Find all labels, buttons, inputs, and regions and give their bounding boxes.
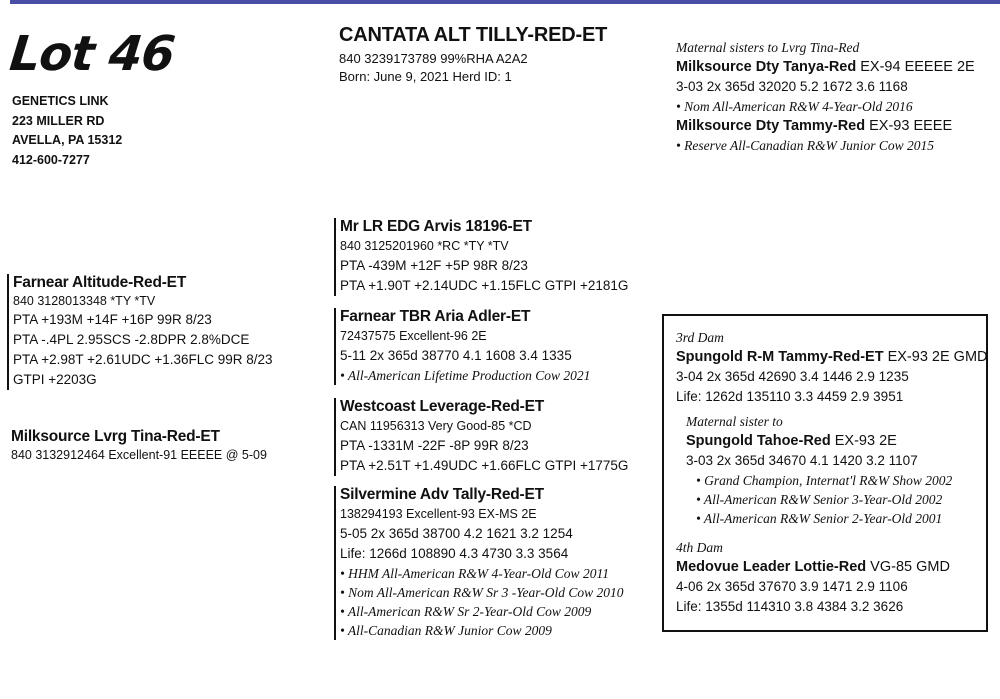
sire-dam-line-1: 5-11 2x 365d 38770 4.1 1608 3.4 1335: [340, 348, 572, 363]
animal-id: 840 3239173789 99%RHA A2A2: [339, 51, 528, 66]
second-dam-honor-1: • Nom All-American R&W Sr 3 -Year-Old Cow 2010: [340, 585, 624, 600]
second-dam-name: Silvermine Adv Tally-Red-ET: [340, 486, 544, 503]
sister1-score: EX-94 EEEEE 2E: [856, 59, 975, 75]
box-sister-name: Spungold Tahoe-Red: [686, 433, 831, 449]
sister2-score: EX-93 EEEE: [865, 118, 953, 134]
box-sister-line: [686, 431, 952, 451]
sire-dam-name: Farnear TBR Aria Adler-ET: [340, 308, 531, 325]
sire-sire-line-1: PTA -439M +12F +5P 98R 8/23: [340, 258, 528, 273]
fourth-dam-name: Medovue Leader Lottie-Red: [676, 559, 867, 575]
sister1-line: [676, 57, 975, 77]
sister1-honor: • Nom All-American R&W 4-Year-Old 2016: [676, 99, 913, 114]
sire-sire-line-0: 840 3125201960 *RC *TY *TV: [340, 239, 509, 253]
seller-phone: 412-600-7277: [12, 152, 90, 167]
fourth-dam-section: [676, 538, 950, 617]
box-sister-label: Maternal sister to: [686, 414, 783, 429]
second-dam-honor-2: • All-American R&W Sr 2-Year-Old Cow 2009: [340, 604, 592, 619]
lot-number: Lot 46: [7, 26, 177, 82]
sire-dam-honor: • All-American Lifetime Production Cow 2021: [340, 368, 591, 383]
sire-sire-name: Mr LR EDG Arvis 18196-ET: [340, 218, 532, 235]
second-dam-line-1: 5-05 2x 365d 38700 4.2 1621 3.2 1254: [340, 526, 573, 541]
third-dam-score: EX-93 2E GMD: [883, 349, 988, 365]
dam-sire-line-2: PTA +2.51T +1.49UDC +1.66FLC GTPI +1775G: [340, 458, 629, 473]
animal-name: CANTATA ALT TILLY-RED-ET: [339, 24, 608, 46]
seller-city: AVELLA, PA 15312: [12, 133, 123, 147]
seller-name: GENETICS LINK: [12, 94, 109, 108]
ancestry-box: [662, 314, 988, 632]
box-sister-record: 3-03 2x 365d 34670 4.1 1420 3.2 1107: [686, 453, 918, 468]
sire-block: [7, 274, 273, 390]
sister2-name: Milksource Dty Tammy-Red: [676, 118, 866, 134]
animal-header: [339, 24, 607, 86]
box-sister-honor-1: • All-American R&W Senior 3-Year-Old 2002: [696, 492, 943, 507]
sire-line-2: PTA -.4PL 2.95SCS -2.8DPR 2.8%DCE: [13, 332, 250, 347]
third-dam-record: 3-04 2x 365d 42690 3.4 1446 2.9 1235: [676, 369, 909, 384]
third-dam-label: 3rd Dam: [676, 330, 724, 345]
second-dam-line-2: Life: 1266d 108890 4.3 4730 3.3 3564: [340, 546, 569, 561]
third-dam-section: [676, 328, 988, 407]
fourth-dam-label: 4th Dam: [676, 540, 723, 555]
third-dam-life: Life: 1262d 135110 3.3 4459 2.9 3951: [676, 389, 904, 404]
sister2-line: [676, 116, 975, 136]
dam-name: Milksource Lvrg Tina-Red-ET: [11, 428, 220, 445]
dam-sire-name: Westcoast Leverage-Red-ET: [340, 398, 545, 415]
dam-sire-block: [334, 398, 628, 476]
third-dam-line: [676, 347, 988, 367]
maternal-sisters-top: [676, 38, 975, 155]
third-dam-name: Spungold R-M Tammy-Red-ET: [676, 349, 884, 365]
sire-line-4: GTPI +2203G: [13, 372, 97, 387]
second-dam-block: [334, 486, 623, 640]
animal-born: Born: June 9, 2021 Herd ID: 1: [339, 69, 512, 84]
box-sister-section: [686, 412, 952, 528]
fourth-dam-score: VG-85 GMD: [866, 559, 950, 575]
sire-line-3: PTA +2.98T +2.61UDC +1.36FLC 99R 8/23: [13, 352, 273, 367]
dam-sire-line-1: PTA -1331M -22F -8P 99R 8/23: [340, 438, 529, 453]
sire-name: Farnear Altitude-Red-ET: [13, 274, 187, 291]
fourth-dam-line: [676, 557, 950, 577]
box-sister-honor-2: • All-American R&W Senior 2-Year-Old 2001: [696, 511, 943, 526]
seller-street: 223 MILLER RD: [12, 113, 105, 128]
sire-dam-line-0: 72437575 Excellent-96 2E: [340, 329, 487, 343]
top-rule: [10, 0, 1000, 4]
box-sister-honor-0: • Grand Champion, Internat'l R&W Show 2002: [696, 473, 953, 488]
dam-line: 840 3132912464 Excellent-91 EEEEE @ 5-09: [11, 448, 267, 462]
fourth-dam-life: Life: 1355d 114310 3.8 4384 3.2 3626: [676, 599, 904, 614]
sire-dam-block: [334, 308, 590, 385]
sire-sire-line-2: PTA +1.90T +2.14UDC +1.15FLC GTPI +2181G: [340, 278, 629, 293]
sister1-name: Milksource Dty Tanya-Red: [676, 59, 857, 75]
sire-line-0: 840 3128013348 *TY *TV: [13, 294, 156, 308]
second-dam-honor-0: • HHM All-American R&W 4-Year-Old Cow 2011: [340, 566, 609, 581]
sister2-honor: • Reserve All-Canadian R&W Junior Cow 2015: [676, 138, 934, 153]
box-sister-score: EX-93 2E: [830, 433, 897, 449]
sire-sire-block: [334, 218, 628, 296]
seller-address: [12, 92, 122, 170]
sister1-record: 3-03 2x 365d 32020 5.2 1672 3.6 1168: [676, 79, 908, 94]
fourth-dam-record: 4-06 2x 365d 37670 3.9 1471 2.9 1106: [676, 579, 908, 594]
maternal-heading: Maternal sisters to Lvrg Tina-Red: [676, 40, 860, 55]
second-dam-honor-3: • All-Canadian R&W Junior Cow 2009: [340, 623, 552, 638]
sire-line-1: PTA +193M +14F +16P 99R 8/23: [13, 312, 212, 327]
dam-sire-line-0: CAN 11956313 Very Good-85 *CD: [340, 419, 532, 433]
dam-block: [11, 428, 267, 464]
second-dam-line-0: 138294193 Excellent-93 EX-MS 2E: [340, 507, 537, 521]
